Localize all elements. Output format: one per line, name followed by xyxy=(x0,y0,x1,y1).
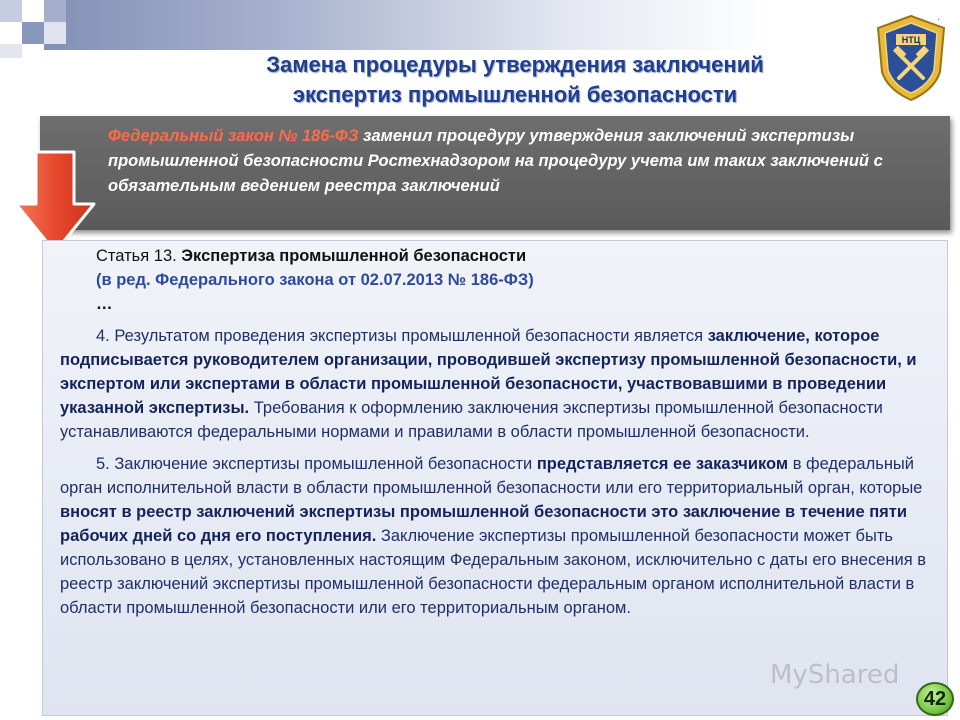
logo-label: НТЦ xyxy=(901,35,921,45)
p5-text-3: Заключение экспертизы промышленной безопасности может быть использовано в целях, установленных настоящим Федеральным законом, исключительно с даты его внесения в реестр заключений экспертизы промышленной безопасности федеральным органом исполнительной власти в области промышленной безопасности или его территориальным органом. xyxy=(60,527,927,617)
p5-text-2: в федеральный орган исполнительной власти в области промышленной безопасности или его территориальный орган, которые xyxy=(60,455,923,497)
ntc-shield-logo xyxy=(874,14,948,102)
watermark: MyShared xyxy=(770,660,900,690)
p5-bold-1: представляется ее заказчиком xyxy=(536,455,789,473)
p4-text-2: Требования к оформлению заключения экспертизы промышленной безопасности устанавливаются федеральными нормами и правилами в области промышленной безопасности. xyxy=(60,399,883,441)
decorative-dot: · xyxy=(937,14,941,25)
p5-text-1: 5. Заключение экспертизы промышленной безопасности xyxy=(96,455,537,473)
paragraph-4 xyxy=(60,324,940,444)
article-title: Экспертиза промышленной безопасности xyxy=(181,247,527,265)
intro-law-reference: Федеральный закон № 186-ФЗ xyxy=(108,127,359,145)
p5-bold-2: вносят в реестр заключений экспертизы промышленной безопасности это заключение в течение пяти рабочих дней со дня его поступления. xyxy=(60,503,908,545)
intro-callout-text xyxy=(108,124,938,199)
intro-description: заменил процедуру утверждения заключений экспертизы промышленной безопасности Ростехнадзором на процедуру учета им таких заключений с обязательным ведением реестра заключений xyxy=(108,127,883,195)
page-number-badge: 42 xyxy=(916,682,954,716)
article-edition: (в ред. Федерального закона от 02.07.2013 № 186-ФЗ) xyxy=(96,271,534,289)
paragraph-5 xyxy=(60,452,940,620)
p4-text-1: 4. Результатом проведения экспертизы промышленной безопасности является xyxy=(96,327,708,345)
p4-bold-1: заключение, которое подписывается руководителем организации, проводившей экспертизу промышленной безопасности, и экспертом или экспертами в области промышленной безопасности, участвовавшими в проведении указанной экспертизы. xyxy=(60,327,917,417)
title-line-2: экспертиз промышленной безопасности xyxy=(292,82,738,107)
header-gradient-bar xyxy=(0,0,960,50)
article-heading xyxy=(60,244,940,268)
article-ellipsis: … xyxy=(96,295,113,313)
law-excerpt-text xyxy=(60,244,940,628)
page-title xyxy=(160,50,870,110)
title-line-1: Замена процедуры утверждения заключений xyxy=(266,52,764,77)
article-prefix: Статья 13. xyxy=(96,247,182,265)
